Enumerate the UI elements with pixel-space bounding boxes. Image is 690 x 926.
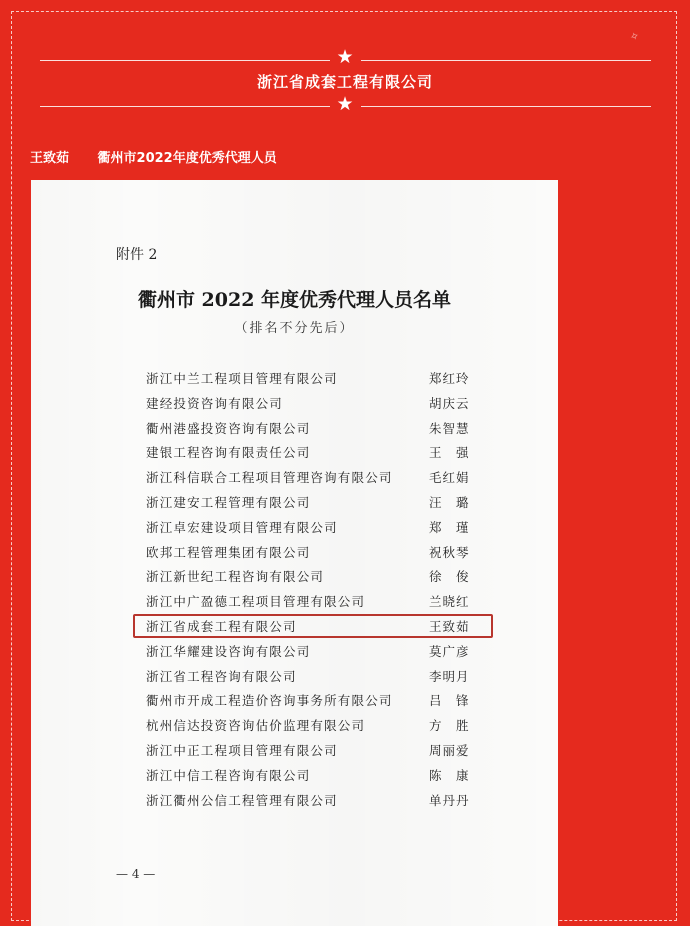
entry-company: 浙江中信工程咨询有限公司 [146, 767, 311, 783]
list-item [31, 390, 558, 415]
entry-person: 王致茹 [429, 619, 470, 634]
entry-person: 毛红娟 [429, 470, 470, 486]
list-item [31, 762, 558, 787]
list-item [31, 712, 558, 737]
entry-company: 浙江省工程咨询有限公司 [146, 668, 297, 684]
entry-company: 衢州市开成工程造价咨询事务所有限公司 [146, 693, 393, 709]
attachment-label: 附件 2 [116, 247, 158, 263]
entry-company: 浙江华耀建设咨询有限公司 [146, 643, 311, 659]
list-item [31, 787, 558, 812]
star-icon-bottom: ★ [336, 93, 354, 115]
entry-person: 汪 璐 [429, 495, 470, 510]
sparkle-icon: ✧ [628, 28, 642, 45]
ornament-line-bottom-right [361, 106, 651, 107]
list-item [31, 489, 558, 514]
entry-person: 兰晓红 [429, 594, 470, 610]
entry-person: 祝秋琴 [429, 544, 470, 560]
entry-company: 浙江省成套工程有限公司 [146, 619, 297, 634]
entry-person: 方 胜 [429, 718, 470, 734]
entry-company: 浙江中广盈德工程项目管理有限公司 [146, 594, 366, 610]
entry-company: 建银工程咨询有限责任公司 [146, 445, 311, 461]
entry-person: 郑红玲 [429, 371, 470, 386]
list-item [31, 514, 558, 539]
list-item [31, 563, 558, 588]
document-scan [31, 180, 558, 926]
document-title: 衢州市 2022 年度优秀代理人员名单 [137, 289, 452, 311]
list-item [31, 687, 558, 712]
ornament-line-top-right [361, 60, 651, 61]
entry-company: 浙江新世纪工程咨询有限公司 [146, 569, 325, 585]
entry-person: 胡庆云 [429, 395, 470, 411]
entry-company: 浙江中正工程项目管理有限公司 [146, 743, 338, 758]
list-item [31, 737, 558, 762]
entry-company: 浙江衢州公信工程管理有限公司 [146, 792, 338, 808]
entry-company: 浙江中兰工程项目管理有限公司 [146, 371, 338, 386]
star-icon-top: ★ [336, 46, 354, 68]
list-item [31, 638, 558, 663]
person-name: 王致茹 [30, 151, 70, 166]
honor-title: 衢州市2022年度优秀代理人员 [97, 151, 277, 166]
list-item [31, 464, 558, 489]
list-item [31, 365, 558, 390]
entry-company: 浙江科信联合工程项目管理咨询有限公司 [146, 470, 393, 486]
list-item [31, 539, 558, 564]
company-title: 浙江省成套工程有限公司 [256, 73, 433, 91]
entry-company: 衢州港盛投资咨询有限公司 [146, 420, 311, 436]
highlight-box [133, 614, 493, 638]
honor-caption [30, 147, 277, 166]
entry-company: 浙江建安工程管理有限公司 [146, 495, 311, 510]
entry-person: 王 强 [429, 445, 470, 461]
list-item [31, 663, 558, 688]
document-subtitle: （排名不分先后） [234, 321, 355, 336]
entry-company: 建经投资咨询有限公司 [146, 395, 284, 411]
list-item [31, 415, 558, 440]
entry-person: 朱智慧 [429, 420, 470, 436]
list-item [31, 588, 558, 613]
entry-person: 周丽爱 [429, 743, 470, 758]
entry-person: 吕 锋 [429, 693, 470, 709]
entry-person: 郑 瑾 [429, 519, 470, 535]
entry-person: 陈 康 [429, 767, 470, 783]
entry-person: 李明月 [429, 668, 470, 684]
entry-company: 欧邦工程管理集团有限公司 [146, 544, 311, 560]
ornament-line-bottom-left [40, 106, 330, 107]
entry-company: 杭州信达投资咨询估价监理有限公司 [146, 718, 366, 734]
entry-company: 浙江卓宏建设项目管理有限公司 [146, 519, 338, 535]
entry-person: 徐 俊 [429, 569, 470, 585]
entry-person: 单丹丹 [429, 792, 470, 808]
ornament-line-top-left [40, 60, 330, 61]
entry-person: 莫广彦 [429, 643, 470, 659]
list-item [31, 439, 558, 464]
page-number: — 4 — [116, 867, 156, 881]
